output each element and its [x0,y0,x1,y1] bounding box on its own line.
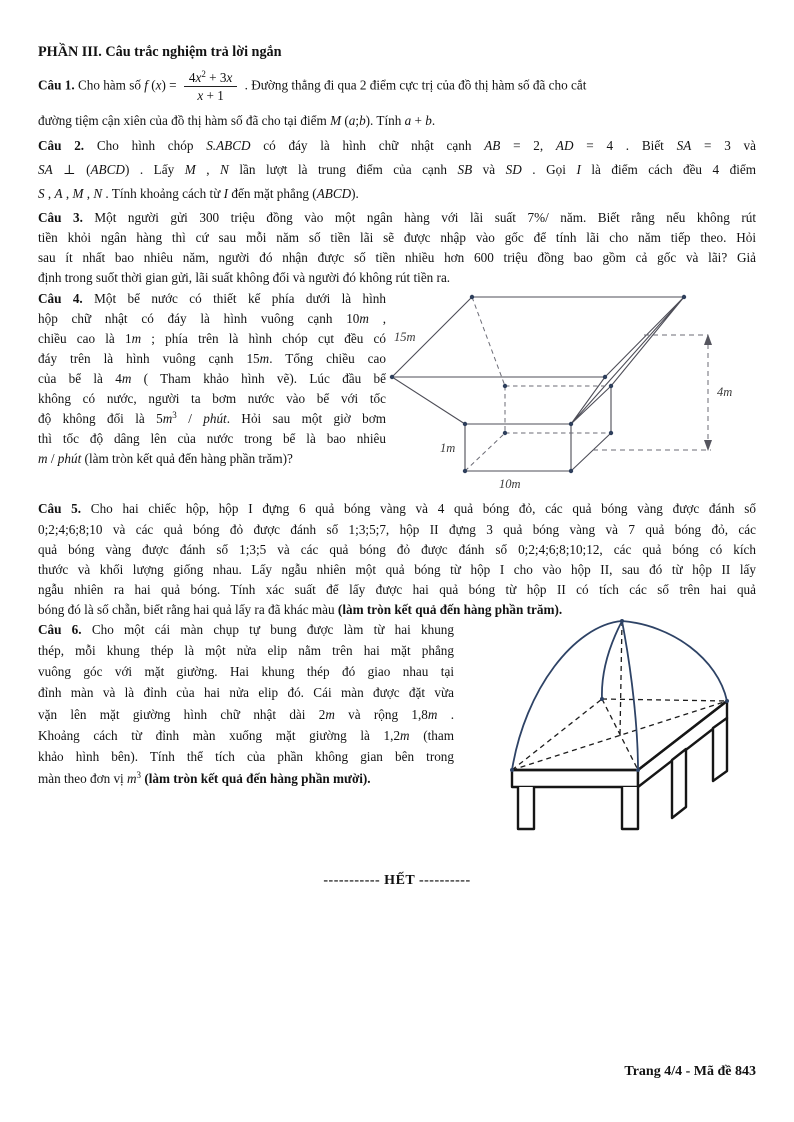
text-segment: ; [355,113,360,129]
text-segment: phút [57,451,82,467]
hidden-dashed-edges [465,297,611,471]
text-segment: và rộng 1,8 [334,706,428,722]
text-segment: x [197,88,204,104]
text-segment: thước và khối lượng giống nhau. Lấy ngẫu nhiên một quả bóng từ hộp I cho vào hộp II, sau đó từ hộp II lấy [38,561,756,577]
text-segment: . Gọi [521,162,577,178]
text-segment: ABCD [316,186,352,202]
dimension-label-4m: 4m [717,385,733,400]
text-segment: M [72,186,84,202]
fraction-numerator [184,70,237,87]
text-segment: (làm tròn kết quả đến hàng phần mười). [144,770,371,786]
section-title [38,42,756,62]
vertex-dots [390,295,686,473]
text-line [38,560,756,580]
text-segment: A [54,186,63,202]
page-footer: Trang 4/4 - Mã đề 843 [624,1064,756,1079]
text-line [38,409,386,429]
text-segment: SA [676,138,692,154]
text-segment: / [47,451,58,467]
fraction-denominator [184,87,237,103]
text-segment: thép, mỗi khung thép là một nửa elip nằm trên hai mặt phẳng [38,642,454,658]
text-segment: N [220,162,229,178]
text-segment: ( [147,77,156,93]
text-segment: độ không đổi là 5 [38,411,163,427]
question-5 [38,499,756,620]
text-segment: và [472,162,506,178]
text-line [38,661,454,682]
text-segment: màn theo đơn vị [38,770,128,786]
text-segment: m [127,770,137,786]
text-segment: . Tổng chiều cao [269,351,386,367]
fraction [184,70,237,103]
text-line [38,429,386,449]
text-line [38,349,386,369]
question-4 [38,289,756,493]
section-title-text: PHẦN III. Câu trắc nghiệm trả lời ngắn [38,44,282,60]
text-segment: . Hỏi sau một giờ bơm [226,411,386,427]
question-4-text [38,289,386,469]
text-segment: SD [505,162,522,178]
text-segment: = 4 . Biết [573,138,677,154]
text-line [38,309,386,329]
text-line [38,182,756,206]
text-segment: sau ít nhất bao nhiêu năm, người đó nhận được số tiền nhiều hơn 600 triệu đồng bao gồm cả gốc và lãi? Giả [38,250,756,266]
mosquito-net-figure [454,611,756,851]
text-segment: . [437,706,454,722]
text-segment: 0;2;4;6;8;10 và các quả bóng đỏ được đánh số 1;3;5;7, hộp II đựng 3 quả bóng vàng và 7 quả bóng đỏ, các [38,521,756,537]
text-line [38,248,756,268]
text-segment: ). Tính [365,113,405,129]
dimension-label-10m: 10m [499,477,521,492]
text-segment: ) . Lấy [124,162,185,178]
text-segment: ( Tham khảo hình vẽ). Lúc đầu bể [131,371,386,387]
text-segment: 2 [201,69,206,79]
text-segment: đáy trên là hình vuông cạnh 15 [38,351,260,367]
text-segment: Câu 1. [38,77,78,93]
text-segment: hộp chữ nhật có đáy là hình vuông cạnh 10 [38,311,360,327]
text-segment: M [184,162,196,178]
text-segment: S.ABCD [206,138,251,154]
text-segment: Câu 4. [38,291,95,307]
text-segment: + 1 [203,88,224,104]
text-segment: ⊥ ( [52,162,91,178]
text-segment: 3 [136,769,142,780]
question-1 [38,70,756,133]
text-segment: (làm tròn kết quả đến hàng phần trăm)? [81,451,293,467]
text-segment: Câu 2. [38,138,97,154]
text-segment: ABCD [90,162,125,178]
text-segment: 3 [172,410,177,421]
text-segment: chiều cao là 1 [38,331,132,347]
text-line [38,158,756,182]
text-segment: m [427,706,438,722]
question-1-line-1 [38,70,756,103]
text-segment: là điểm cách đều 4 điểm [580,162,757,178]
question-3 [38,208,756,288]
text-segment: Câu 5. [38,501,91,517]
text-segment: , [83,186,94,202]
text-segment: , [368,311,386,327]
bed-dashed-lines [512,621,727,770]
text-segment: đường tiệm cận xiên của đồ thị hàm số đã cho tại điểm [38,113,331,129]
text-segment: tiền khỏi ngân hàng thì cứ sau mỗi năm số tiền lãi sẽ được nhập vào gốc để tính lãi cho năm tiếp theo. Hỏi [38,230,756,246]
text-line [38,619,454,640]
text-segment: N [93,186,103,202]
net-frame-arcs [512,621,727,770]
text-segment: Cho hàm số [77,77,145,93]
text-line [38,208,756,228]
text-segment: vuông góc với mặt giường. Hai khung thép đó giao nhau tại [38,664,454,680]
text-segment: bóng đó là số chẵn, biết rằng hai quả lấy ra đã khác màu [38,602,338,618]
q1-text-after [241,78,586,93]
text-segment: b [425,113,432,129]
text-line [38,134,756,158]
text-segment: / [176,411,204,427]
text-line [38,540,756,560]
text-segment: quả bóng vàng được đánh số 1;3;5 và các quả bóng đỏ được đánh số 0;2;4;6;8;10;12, các quả bóng có kích [38,541,756,557]
text-segment: m [400,728,410,744]
text-segment: a [348,113,356,129]
water-tank-figure [386,287,756,493]
q1-text-before [38,78,180,93]
net-vertex-dots [510,619,729,772]
text-line [38,389,386,409]
text-segment: ). [351,186,359,202]
text-segment: , [62,186,73,202]
question-1-line-2 [38,108,756,133]
text-segment: + 3 [205,70,227,85]
text-line [38,725,454,746]
question-2 [38,134,756,206]
text-segment: Khoảng cách từ đỉnh màn xuống mặt giường là 1,2 [38,728,401,744]
text-segment: , [44,186,55,202]
text-segment: S [38,186,45,202]
text-segment: SA [38,162,53,178]
text-segment: m [359,311,369,327]
text-line [38,640,454,661]
text-segment: Cho hình chóp [96,138,207,154]
text-line [38,369,386,389]
question-6 [38,619,756,851]
question-6-text [38,619,454,789]
frustum-solid-edges [392,297,684,424]
text-line [38,768,454,789]
text-segment: Câu 3. [38,210,95,226]
text-segment: m [121,371,132,387]
text-segment: Cho hai chiếc hộp, hộp I đựng 6 quả bóng vàng và 4 quả bóng đỏ, các quả bóng vàng được đánh số [90,501,756,517]
text-segment: phút [203,411,227,427]
text-segment: thì tốc độ dâng lên của nước trong bể là bao nhiêu [38,431,386,447]
text-segment: x [195,70,202,85]
text-segment: = 2, [500,138,556,154]
text-segment: . Tính khoảng cách từ [102,186,224,202]
text-segment: đến mặt phẳng ( [228,186,317,202]
text-segment: ; phía trên là hình chóp cụt đều có [141,331,386,347]
text-segment: đỉnh màn và là đỉnh của hai nửa elip đó. Cái màn được đặt vừa [38,685,454,701]
text-segment: AD [555,138,574,154]
text-segment: I [576,162,581,178]
text-segment: ( [341,113,349,129]
text-segment: vặn lên mặt giường hình chữ nhật dài 2 [38,706,326,722]
text-segment: Một bể nước có thiết kế phía dưới là hình [94,291,386,307]
text-line [38,580,756,600]
text-segment: khảo hình bên). Tính thể tích của phần không gian bên trong [38,749,454,765]
text-segment: + [411,113,426,129]
text-segment: x [226,70,233,85]
text-line [38,449,386,469]
text-line [38,746,454,767]
text-segment: m [38,451,48,467]
text-line [38,329,386,349]
text-segment: a [404,113,412,129]
text-segment: b [359,113,366,129]
text-segment: . [431,113,436,129]
text-segment: định trong suốt thời gian gửi, lãi suất không đổi và người đó không rút tiền ra. [38,270,451,286]
text-line [38,268,756,288]
text-segment: Một người gửi 300 triệu đồng vào một ngân hàng với lãi suất 7%/ năm. Biết rằng nếu không rút [94,210,756,226]
text-segment: m [131,331,142,347]
text-line [38,520,756,540]
text-segment: SB [457,162,473,178]
text-segment: (tham [409,728,454,744]
text-segment: , [195,162,221,178]
dimension-label-15m: 15m [394,330,416,345]
text-segment: Cho một cái màn chụp tự bung được làm từ hai khung [91,621,454,637]
text-segment: có đáy là hình chữ nhật cạnh [250,138,485,154]
text-line [38,228,756,248]
text-segment: không có nước, người ta bơm nước vào bể với tốc [38,391,386,407]
text-segment: ) = [161,77,180,93]
end-marker: ----------- HẾT ---------- [323,872,471,888]
text-segment: của bể là 4 [38,371,122,387]
text-line [38,704,454,725]
text-segment: . Đường thẳng đi qua 2 điểm cực trị của đồ thị hàm số đã cho cắt [241,77,587,93]
text-segment: m [325,706,335,722]
text-segment: Câu 6. [38,621,92,637]
text-segment: = 3 và [691,138,756,154]
text-segment: f [144,77,148,93]
text-segment: 4 [188,70,196,85]
text-segment: lần lượt là trung điểm của cạnh [228,162,458,178]
text-segment: x [155,77,162,93]
text-segment: AB [484,138,501,154]
text-segment: m [259,351,270,367]
text-segment: ngẫu nhiên ra hai quả bóng. Tính xác suất để lấy được hai quả bóng từ hộp II có tích các số trên hai quả [38,582,756,598]
text-line [38,289,386,309]
text-line [38,682,454,703]
text-segment: I [223,186,229,202]
text-segment: (làm tròn kết quả đến hàng phần trăm). [337,602,563,618]
text-line [38,499,756,519]
text-segment: m [162,411,173,427]
bed-frame [512,701,727,829]
text-segment: M [330,113,342,129]
dimension-label-1m: 1m [440,441,456,456]
